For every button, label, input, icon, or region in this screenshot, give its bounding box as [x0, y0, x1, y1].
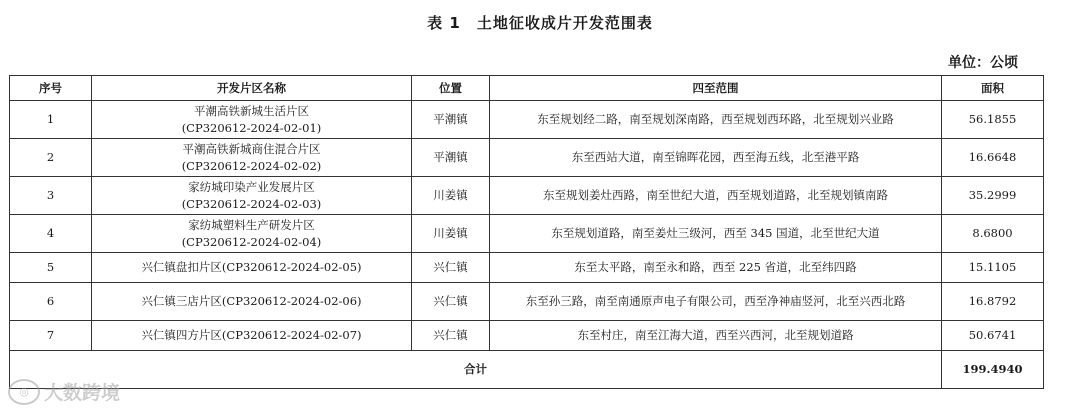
header-no: 序号 [10, 76, 92, 101]
row-no: 2 [10, 139, 92, 177]
row-boundary: 东至规划道路，南至姜灶三级河，西至 345 国道，北至世纪大道 [490, 215, 942, 253]
header-area: 面积 [942, 76, 1044, 101]
header-name: 开发片区名称 [92, 76, 412, 101]
row-name [92, 215, 412, 253]
row-name: 兴仁镇四方片区(CP320612-2024-02-07) [92, 321, 412, 351]
row-name [92, 177, 412, 215]
watermark-text: 大数跨境 [44, 382, 121, 404]
row-name: 兴仁镇盘扣片区(CP320612-2024-02-05) [92, 253, 412, 283]
row-name-text: 平潮高铁新城生活片区 [194, 103, 309, 118]
row-area: 16.6648 [942, 139, 1044, 177]
watermark [8, 378, 120, 405]
row-area: 8.6800 [942, 215, 1044, 253]
unit-label: 单位：公顷 [948, 55, 1018, 71]
row-boundary: 东至规划姜灶西路，南至世纪大道，西至规划道路，北至规划镇南路 [490, 177, 942, 215]
total-label: 合计 [10, 351, 942, 389]
table-row [10, 215, 1044, 253]
row-name: 兴仁镇三店片区(CP320612-2024-02-06) [92, 283, 412, 321]
row-area: 50.6741 [942, 321, 1044, 351]
row-location: 川姜镇 [412, 215, 490, 253]
table-header-row [10, 76, 1044, 101]
row-boundary: 东至西站大道，南至锦晖花园，西至海五线，北至港平路 [490, 139, 942, 177]
row-no: 7 [10, 321, 92, 351]
header-location: 位置 [412, 76, 490, 101]
total-row [10, 351, 1044, 389]
row-code-text: (CP320612-2024-02-02) [181, 158, 322, 173]
row-name-text: 家纺城印染产业发展片区 [188, 179, 315, 194]
table-row [10, 139, 1044, 177]
table-row [10, 321, 1044, 351]
total-area: 199.4940 [942, 351, 1044, 389]
row-area: 15.1105 [942, 253, 1044, 283]
row-location: 平潮镇 [412, 101, 490, 139]
table-row [10, 253, 1044, 283]
row-name-text: 家纺城塑料生产研发片区 [188, 217, 315, 232]
table-row [10, 283, 1044, 321]
row-no: 6 [10, 283, 92, 321]
row-name [92, 101, 412, 139]
row-no: 4 [10, 215, 92, 253]
header-boundary: 四至范围 [490, 76, 942, 101]
row-boundary: 东至孙三路，南至南通原声电子有限公司，西至净神庙竖河，北至兴西北路 [490, 283, 942, 321]
development-area-table [9, 75, 1044, 389]
row-no: 5 [10, 253, 92, 283]
row-code-text: (CP320612-2024-02-01) [181, 120, 322, 135]
row-area: 56.1855 [942, 101, 1044, 139]
table-row [10, 101, 1044, 139]
table-title: 表 1 土地征收成片开发范围表 [427, 14, 653, 32]
row-location: 兴仁镇 [412, 283, 490, 321]
table-row [10, 177, 1044, 215]
watermark-logo-icon: ◎ [8, 379, 40, 405]
row-boundary: 东至规划经二路，南至规划深南路，西至规划西环路，北至规划兴业路 [490, 101, 942, 139]
row-no: 3 [10, 177, 92, 215]
row-location: 兴仁镇 [412, 321, 490, 351]
row-code-text: (CP320612-2024-02-04) [181, 234, 322, 249]
row-area: 35.2999 [942, 177, 1044, 215]
row-location: 川姜镇 [412, 177, 490, 215]
row-location: 兴仁镇 [412, 253, 490, 283]
row-location: 平潮镇 [412, 139, 490, 177]
row-name [92, 139, 412, 177]
row-boundary: 东至村庄，南至江海大道，西至兴西河，北至规划道路 [490, 321, 942, 351]
row-area: 16.8792 [942, 283, 1044, 321]
row-boundary: 东至太平路，南至永和路，西至 225 省道，北至纬四路 [490, 253, 942, 283]
row-no: 1 [10, 101, 92, 139]
row-name-text: 平潮高铁新城商住混合片区 [182, 141, 321, 156]
row-code-text: (CP320612-2024-02-03) [181, 196, 322, 211]
